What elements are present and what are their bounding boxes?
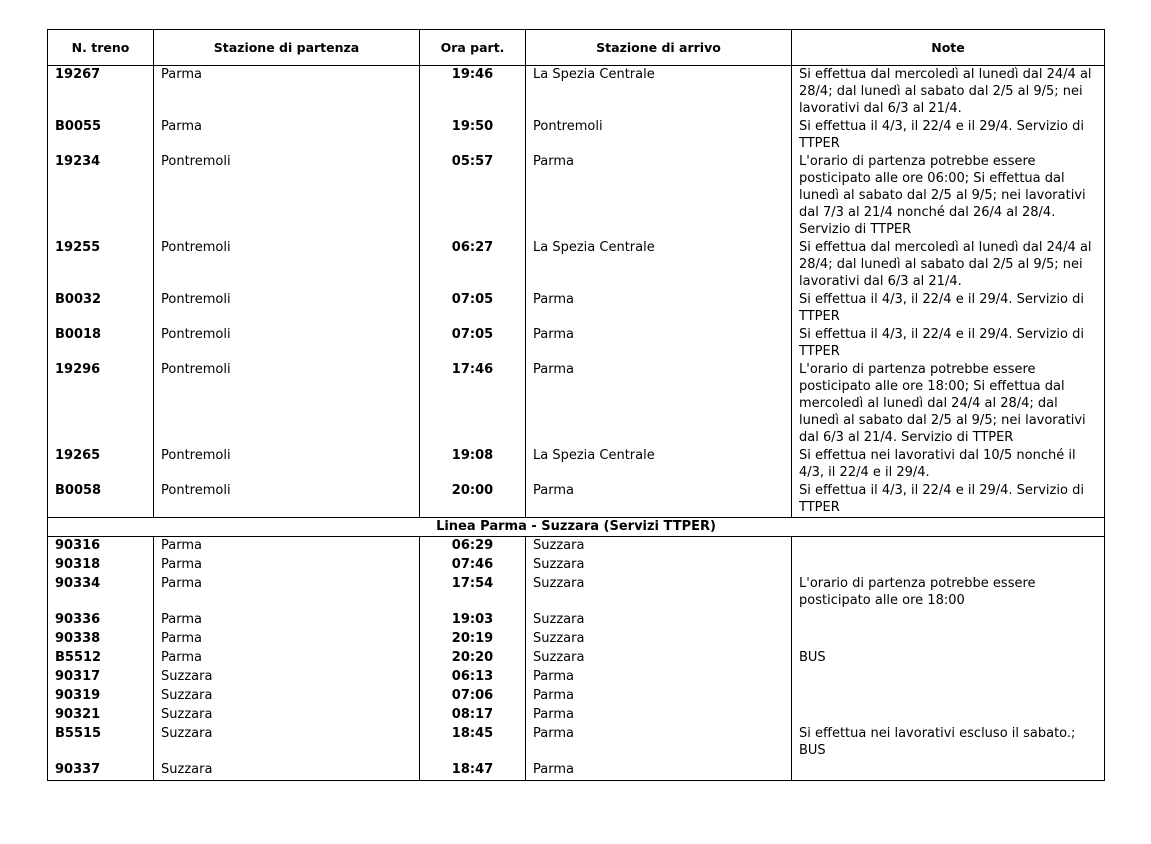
group2-body bbox=[48, 518, 1105, 781]
train-number: 19234 bbox=[48, 153, 154, 239]
departure-station: Parma bbox=[154, 66, 420, 119]
table-row bbox=[48, 611, 1105, 630]
arrival-station: Parma bbox=[526, 725, 792, 761]
train-number: 90337 bbox=[48, 761, 154, 781]
note bbox=[792, 706, 1105, 725]
header-departure-time: Ora part. bbox=[420, 30, 526, 66]
departure-time: 19:50 bbox=[420, 118, 526, 153]
arrival-station: Parma bbox=[526, 361, 792, 447]
departure-station: Suzzara bbox=[154, 761, 420, 781]
timetable bbox=[47, 29, 1105, 781]
departure-time: 06:29 bbox=[420, 537, 526, 557]
arrival-station: Parma bbox=[526, 291, 792, 326]
arrival-station: Pontremoli bbox=[526, 118, 792, 153]
departure-time: 06:13 bbox=[420, 668, 526, 687]
note bbox=[792, 761, 1105, 781]
departure-station: Parma bbox=[154, 537, 420, 557]
train-number: 19267 bbox=[48, 66, 154, 119]
note: Si effettua il 4/3, il 22/4 e il 29/4. Servizio di TTPER bbox=[792, 118, 1105, 153]
departure-time: 19:46 bbox=[420, 66, 526, 119]
train-number: 90336 bbox=[48, 611, 154, 630]
departure-time: 08:17 bbox=[420, 706, 526, 725]
note bbox=[792, 668, 1105, 687]
departure-time: 20:19 bbox=[420, 630, 526, 649]
table-row bbox=[48, 706, 1105, 725]
departure-time: 19:03 bbox=[420, 611, 526, 630]
departure-station: Pontremoli bbox=[154, 482, 420, 518]
train-number: B0058 bbox=[48, 482, 154, 518]
departure-station: Parma bbox=[154, 575, 420, 611]
departure-station: Suzzara bbox=[154, 668, 420, 687]
departure-station: Parma bbox=[154, 630, 420, 649]
table-row bbox=[48, 118, 1105, 153]
arrival-station: Parma bbox=[526, 326, 792, 361]
train-number: 90334 bbox=[48, 575, 154, 611]
group1-body bbox=[48, 66, 1105, 518]
header-train-number: N. treno bbox=[48, 30, 154, 66]
arrival-station: Suzzara bbox=[526, 556, 792, 575]
section-header-row bbox=[48, 518, 1105, 537]
note: L'orario di partenza potrebbe essere posticipato alle ore 06:00; Si effettua dal lunedì al sabato dal 2/5 al 9/5; nei lavorativi dal 7/3 al 21/4 nonché dal 26/4 al 28/4. Servizio di TTPER bbox=[792, 153, 1105, 239]
departure-time: 07:05 bbox=[420, 326, 526, 361]
note: BUS bbox=[792, 649, 1105, 668]
departure-station: Pontremoli bbox=[154, 153, 420, 239]
table-row bbox=[48, 291, 1105, 326]
departure-time: 18:47 bbox=[420, 761, 526, 781]
arrival-station: Suzzara bbox=[526, 537, 792, 557]
arrival-station: Parma bbox=[526, 153, 792, 239]
departure-station: Pontremoli bbox=[154, 326, 420, 361]
departure-time: 06:27 bbox=[420, 239, 526, 291]
arrival-station: Parma bbox=[526, 482, 792, 518]
train-number: 90317 bbox=[48, 668, 154, 687]
departure-station: Suzzara bbox=[154, 687, 420, 706]
departure-station: Suzzara bbox=[154, 706, 420, 725]
train-number: B0055 bbox=[48, 118, 154, 153]
header-arrival-station: Stazione di arrivo bbox=[526, 30, 792, 66]
note: L'orario di partenza potrebbe essere posticipato alle ore 18:00; Si effettua dal mercoledì al lunedì dal 24/4 al 28/4; dal lunedì al sabato dal 2/5 al 9/5; nei lavorativi dal 6/3 al 21/4. Servizio di TTPER bbox=[792, 361, 1105, 447]
departure-station: Suzzara bbox=[154, 725, 420, 761]
note: Si effettua il 4/3, il 22/4 e il 29/4. Servizio di TTPER bbox=[792, 326, 1105, 361]
header-row bbox=[48, 30, 1105, 66]
departure-station: Parma bbox=[154, 611, 420, 630]
note: Si effettua dal mercoledì al lunedì dal 24/4 al 28/4; dal lunedì al sabato dal 2/5 al 9/5; nei lavorativi dal 6/3 al 21/4. bbox=[792, 239, 1105, 291]
table-row bbox=[48, 239, 1105, 291]
table-row bbox=[48, 725, 1105, 761]
table-row bbox=[48, 153, 1105, 239]
note: L'orario di partenza potrebbe essere posticipato alle ore 18:00 bbox=[792, 575, 1105, 611]
arrival-station: Suzzara bbox=[526, 575, 792, 611]
table-row bbox=[48, 537, 1105, 557]
arrival-station: Suzzara bbox=[526, 630, 792, 649]
table-row bbox=[48, 66, 1105, 119]
arrival-station: Parma bbox=[526, 706, 792, 725]
note: Si effettua nei lavorativi dal 10/5 nonché il 4/3, il 22/4 e il 29/4. bbox=[792, 447, 1105, 482]
table-row bbox=[48, 668, 1105, 687]
departure-time: 17:46 bbox=[420, 361, 526, 447]
departure-time: 17:54 bbox=[420, 575, 526, 611]
departure-station: Pontremoli bbox=[154, 291, 420, 326]
departure-time: 07:05 bbox=[420, 291, 526, 326]
train-number: 90338 bbox=[48, 630, 154, 649]
table-row bbox=[48, 630, 1105, 649]
arrival-station: Suzzara bbox=[526, 649, 792, 668]
departure-time: 18:45 bbox=[420, 725, 526, 761]
train-number: 90318 bbox=[48, 556, 154, 575]
table-row bbox=[48, 447, 1105, 482]
note: Si effettua il 4/3, il 22/4 e il 29/4. Servizio di TTPER bbox=[792, 482, 1105, 518]
departure-time: 07:06 bbox=[420, 687, 526, 706]
train-number: B0018 bbox=[48, 326, 154, 361]
train-number: B5515 bbox=[48, 725, 154, 761]
departure-station: Parma bbox=[154, 556, 420, 575]
departure-station: Pontremoli bbox=[154, 361, 420, 447]
note bbox=[792, 611, 1105, 630]
arrival-station: Suzzara bbox=[526, 611, 792, 630]
table-row bbox=[48, 361, 1105, 447]
train-number: 19296 bbox=[48, 361, 154, 447]
train-number: 19255 bbox=[48, 239, 154, 291]
note bbox=[792, 537, 1105, 557]
note: Si effettua il 4/3, il 22/4 e il 29/4. Servizio di TTPER bbox=[792, 291, 1105, 326]
departure-time: 20:20 bbox=[420, 649, 526, 668]
table-row bbox=[48, 326, 1105, 361]
table-row bbox=[48, 575, 1105, 611]
table-row bbox=[48, 556, 1105, 575]
note bbox=[792, 556, 1105, 575]
arrival-station: Parma bbox=[526, 687, 792, 706]
departure-time: 19:08 bbox=[420, 447, 526, 482]
arrival-station: La Spezia Centrale bbox=[526, 239, 792, 291]
train-number: B0032 bbox=[48, 291, 154, 326]
train-number: 90316 bbox=[48, 537, 154, 557]
arrival-station: La Spezia Centrale bbox=[526, 66, 792, 119]
departure-time: 07:46 bbox=[420, 556, 526, 575]
header-notes: Note bbox=[792, 30, 1105, 66]
table-row bbox=[48, 761, 1105, 781]
departure-station: Parma bbox=[154, 118, 420, 153]
train-number: B5512 bbox=[48, 649, 154, 668]
departure-time: 05:57 bbox=[420, 153, 526, 239]
departure-time: 20:00 bbox=[420, 482, 526, 518]
arrival-station: Parma bbox=[526, 668, 792, 687]
arrival-station: La Spezia Centrale bbox=[526, 447, 792, 482]
header-departure-station: Stazione di partenza bbox=[154, 30, 420, 66]
note: Si effettua dal mercoledì al lunedì dal 24/4 al 28/4; dal lunedì al sabato dal 2/5 al 9/5; nei lavorativi dal 6/3 al 21/4. bbox=[792, 66, 1105, 119]
departure-station: Parma bbox=[154, 649, 420, 668]
note: Si effettua nei lavorativi escluso il sabato.; BUS bbox=[792, 725, 1105, 761]
table-row bbox=[48, 649, 1105, 668]
train-number: 90321 bbox=[48, 706, 154, 725]
departure-station: Pontremoli bbox=[154, 447, 420, 482]
note bbox=[792, 687, 1105, 706]
note bbox=[792, 630, 1105, 649]
table-row bbox=[48, 687, 1105, 706]
departure-station: Pontremoli bbox=[154, 239, 420, 291]
train-number: 19265 bbox=[48, 447, 154, 482]
arrival-station: Parma bbox=[526, 761, 792, 781]
train-number: 90319 bbox=[48, 687, 154, 706]
section-title: Linea Parma - Suzzara (Servizi TTPER) bbox=[48, 518, 1105, 537]
table-row bbox=[48, 482, 1105, 518]
